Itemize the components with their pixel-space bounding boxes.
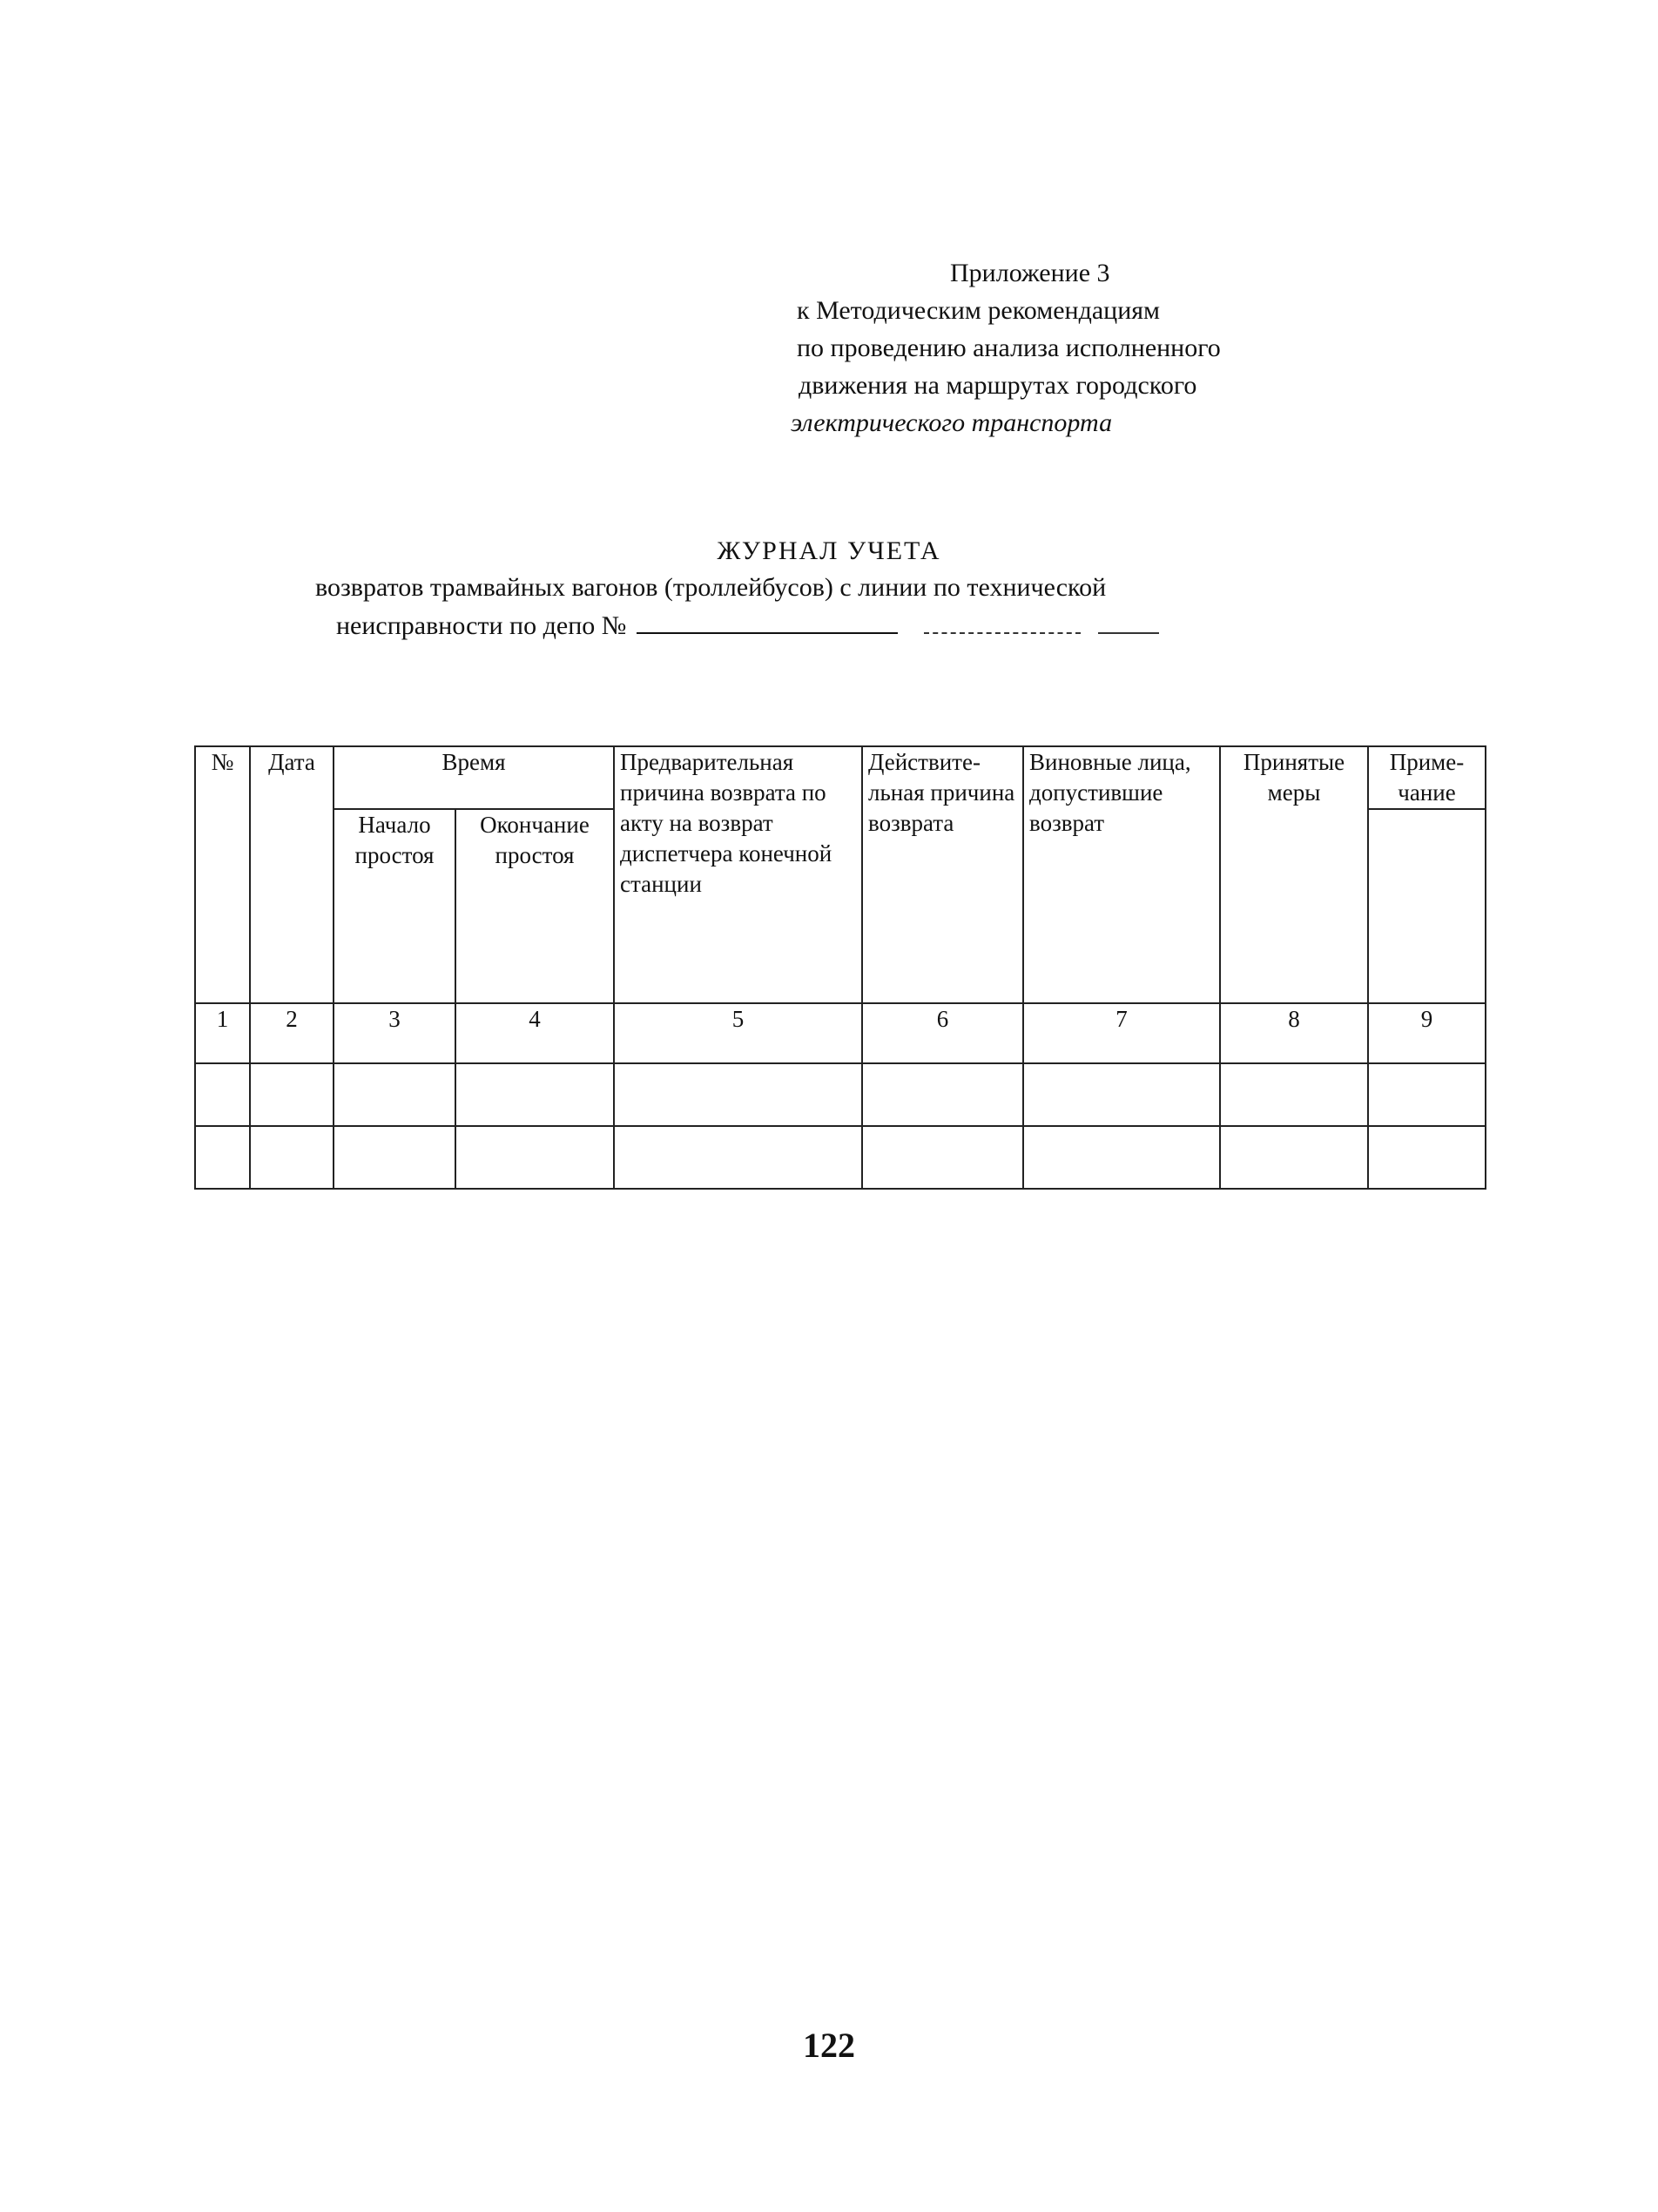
appendix-block <box>786 254 1344 442</box>
empty-cell <box>250 1063 334 1126</box>
column-number: 8 <box>1220 1003 1368 1063</box>
header-measures: Принятые меры <box>1220 746 1368 1003</box>
column-number: 9 <box>1368 1003 1486 1063</box>
depot-label: неисправности по депо № <box>336 611 627 640</box>
appendix-line: к Методическим рекомендациям <box>797 296 1161 325</box>
empty-cell <box>1368 1126 1486 1189</box>
column-number: 2 <box>250 1003 334 1063</box>
column-number: 7 <box>1023 1003 1220 1063</box>
empty-cell <box>1023 1126 1220 1189</box>
empty-cell <box>1220 1126 1368 1189</box>
page-number: 122 <box>803 2026 855 2065</box>
empty-cell <box>195 1063 250 1126</box>
table-row <box>195 1063 1486 1126</box>
table-row <box>195 1126 1486 1189</box>
depot-number-blank <box>637 606 898 634</box>
header-date: Дата <box>250 746 334 1003</box>
header-time-start: Начало простоя <box>334 809 455 1003</box>
empty-cell <box>614 1063 862 1126</box>
header-time-end: Окончание простоя <box>455 809 614 1003</box>
empty-cell <box>455 1063 614 1126</box>
appendix-line: Приложение 3 <box>950 259 1110 287</box>
empty-cell <box>334 1063 455 1126</box>
journal-table <box>194 745 1486 1190</box>
appendix-line: движения на маршрутах городского <box>799 371 1197 400</box>
header-responsible: Виновные лица, допустившие возврат <box>1023 746 1220 1003</box>
header-num: № <box>195 746 250 1003</box>
column-number: 1 <box>195 1003 250 1063</box>
header-actual-reason: Действите-льная причина возврата <box>862 746 1023 1003</box>
journal-subtitle: возвратов трамвайных вагонов (троллейбусов) с линии по технической <box>315 573 1107 602</box>
empty-cell <box>1023 1063 1220 1126</box>
journal-title: ЖУРНАЛ УЧЕТА <box>717 536 941 565</box>
appendix-line: электрического транспорта <box>791 408 1113 437</box>
empty-cell <box>455 1126 614 1189</box>
empty-cell <box>1368 1063 1486 1126</box>
empty-cell <box>1220 1063 1368 1126</box>
appendix-line: по проведению анализа исполненного <box>797 334 1221 362</box>
depot-line <box>336 606 1159 644</box>
empty-cell <box>862 1063 1023 1126</box>
empty-cell <box>334 1126 455 1189</box>
column-number: 5 <box>614 1003 862 1063</box>
header-note-blank <box>1368 809 1486 1003</box>
empty-cell <box>250 1126 334 1189</box>
depot-blank-dashed <box>924 606 1081 634</box>
column-number: 3 <box>334 1003 455 1063</box>
empty-cell <box>195 1126 250 1189</box>
empty-cell <box>614 1126 862 1189</box>
depot-blank-short <box>1098 606 1159 634</box>
header-prelim-reason: Предварительная причина возврата по акту на возврат диспетчера конечной станции <box>614 746 862 1003</box>
empty-cell <box>862 1126 1023 1189</box>
column-number: 6 <box>862 1003 1023 1063</box>
column-number: 4 <box>455 1003 614 1063</box>
header-time: Время <box>334 746 614 809</box>
header-note: Приме-чание <box>1368 746 1486 809</box>
